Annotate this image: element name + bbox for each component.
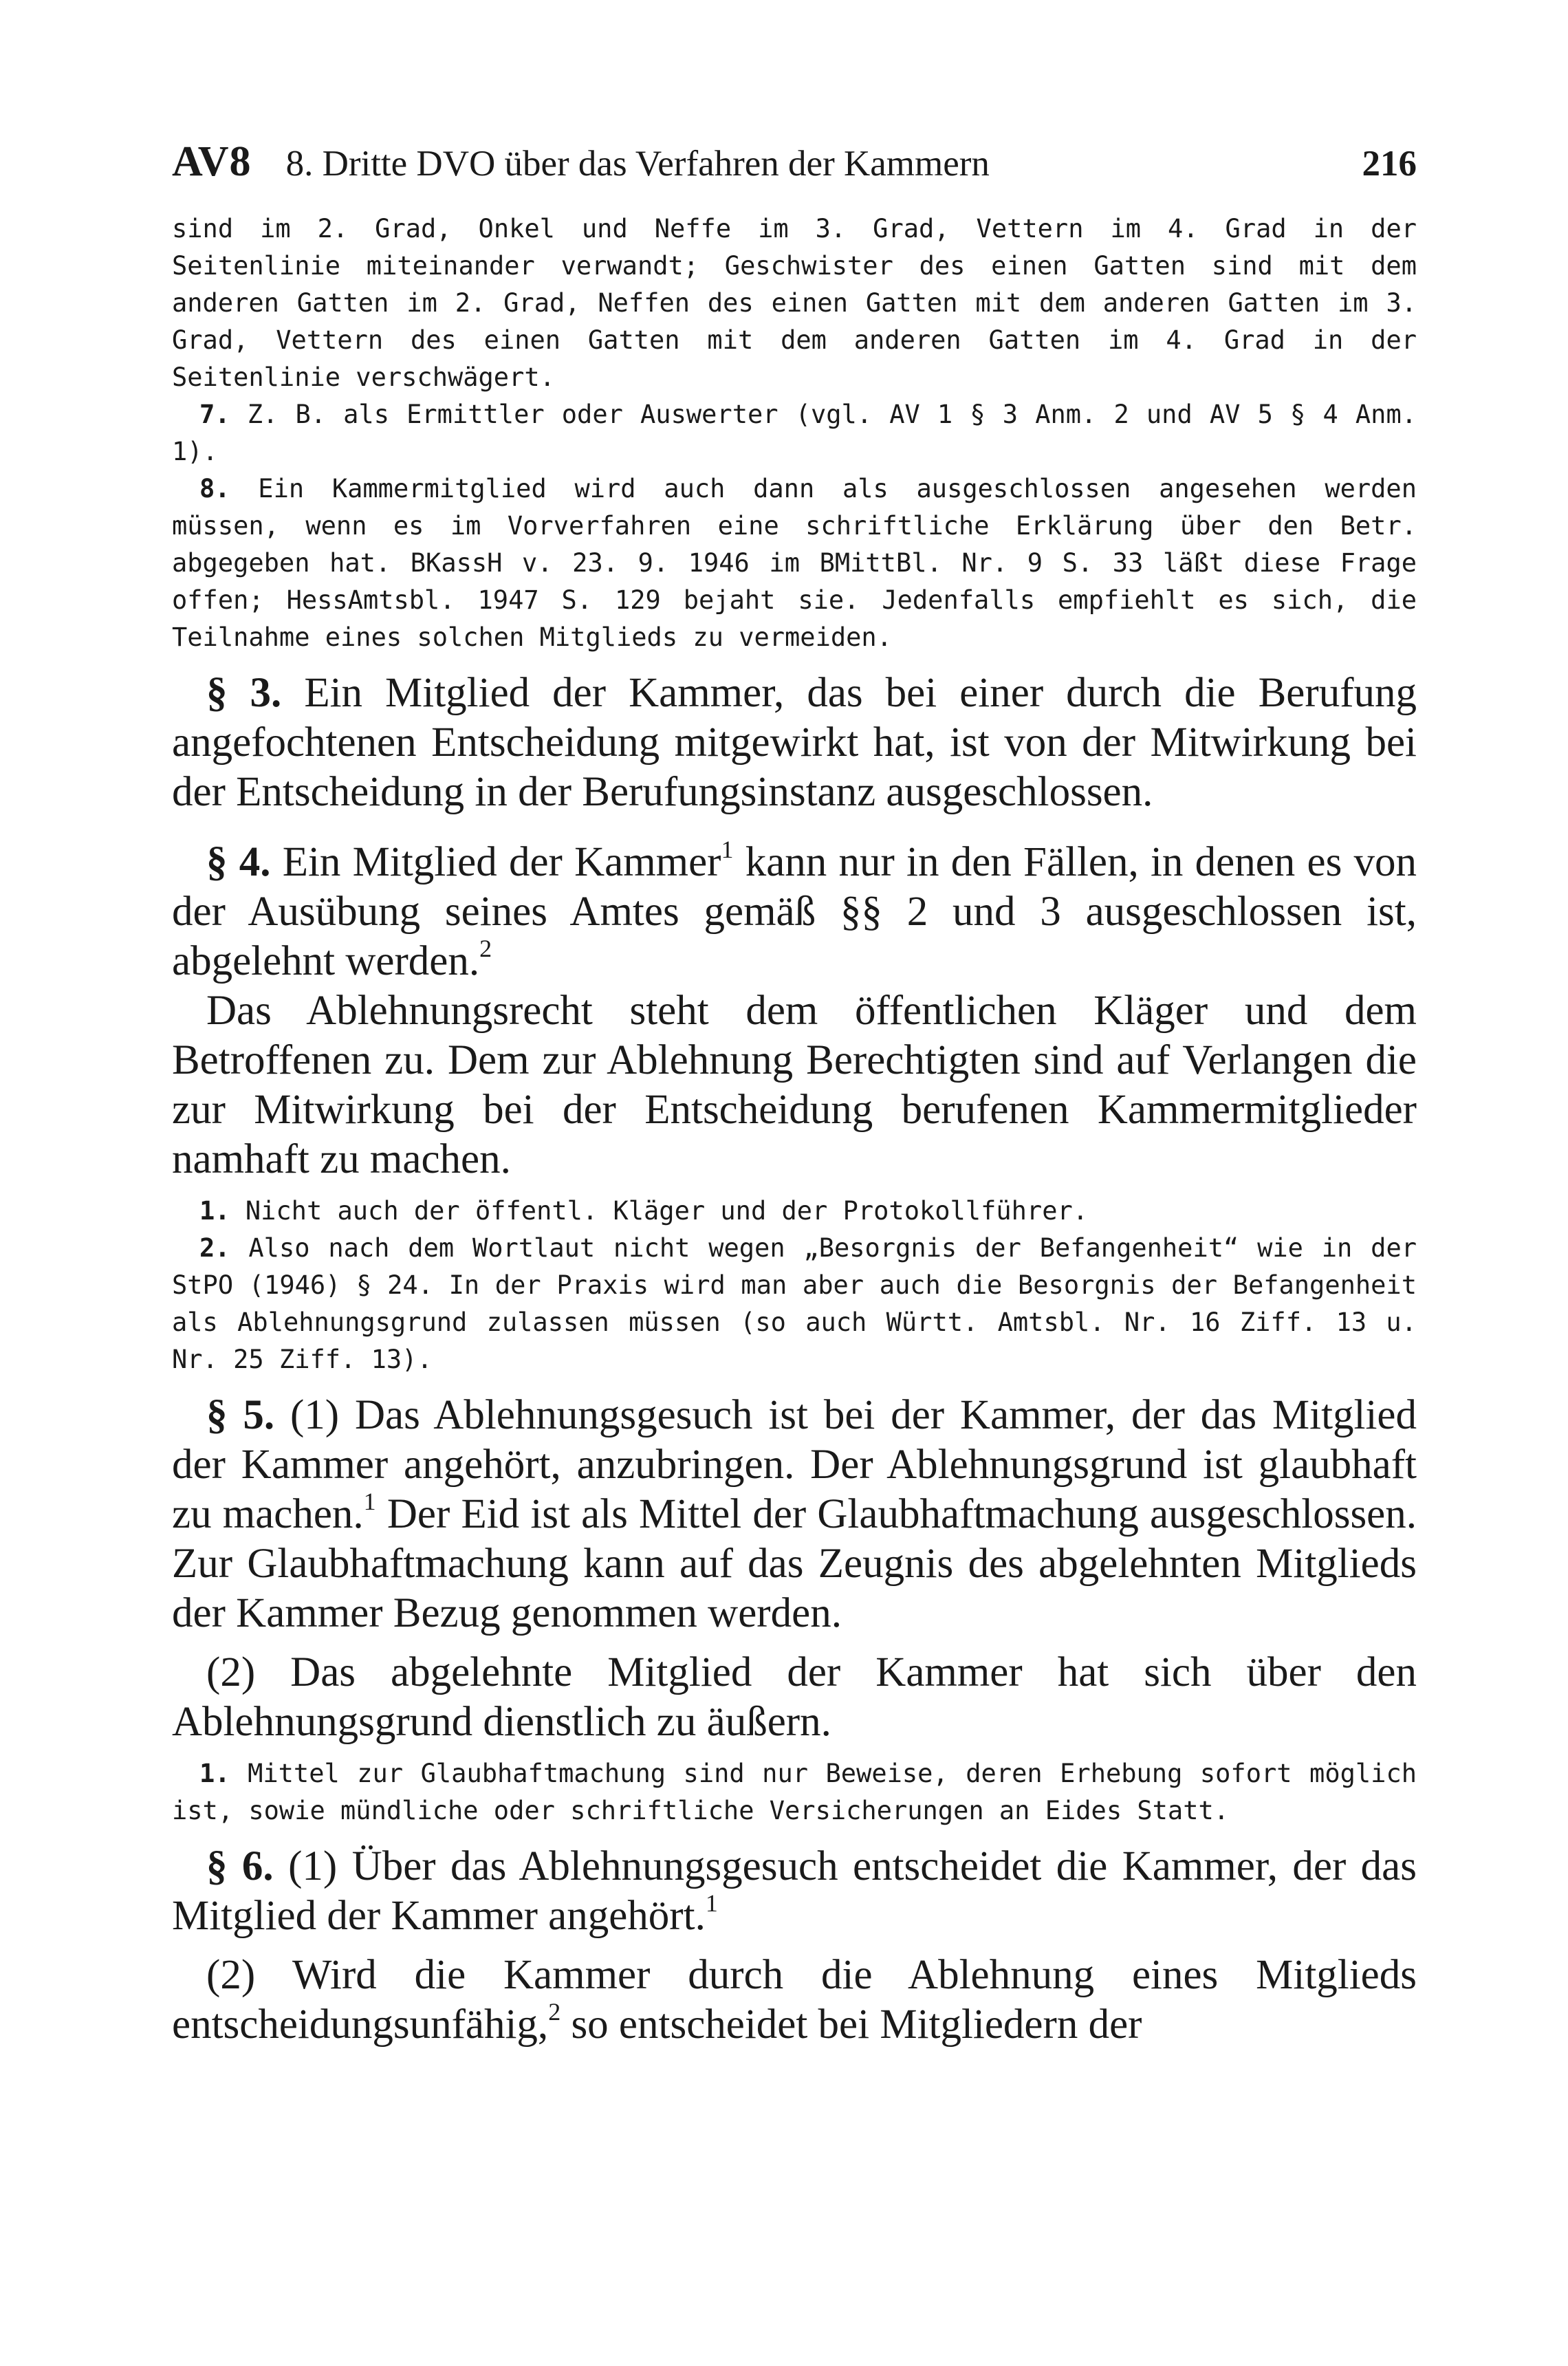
footnote-ref: 1	[721, 836, 734, 863]
page-number: 216	[1362, 144, 1417, 184]
footnote-2: 2. Also nach dem Wortlaut nicht wegen „Besorgnis der Befangenheit“ wie in der StPO (1946) § 24. In der Praxis wird man aber auch die Besorgnis der Befangenheit als Ablehnungsgrund zulassen müssen (so auch Württ. Amtsbl. Nr. 16 Ziff. 13 u. Nr. 25 Ziff. 13).	[172, 1233, 1417, 1374]
section-4-paragraph-2: Das Ablehnungsrecht steht dem öffentlichen Kläger und dem Betroffenen zu. Dem zur Ablehnung Berechtigten sind auf Verlangen die zur Mitwirkung bei der Entscheidung berufenen Kammermitglieder namhaft zu machen.	[172, 988, 1417, 1182]
footnote-1: 1. Nicht auch der öffentl. Kläger und der Protokollführer.	[199, 1196, 1089, 1226]
footnote-ref: 2	[548, 1998, 561, 2026]
footnotes-continued	[172, 210, 1417, 656]
header-title: 8. Dritte DVO über das Verfahren der Kammern	[285, 144, 990, 184]
footnote-7: 7. Z. B. als Ermittler oder Auswerter (vgl. AV 1 § 3 Anm. 2 und AV 5 § 4 Anm. 1).	[172, 400, 1417, 466]
document-page	[172, 138, 1417, 2050]
page-header	[172, 138, 1417, 195]
header-code: AV8	[172, 138, 252, 185]
section-3: § 3. Ein Mitglied der Kammer, das bei einer durch die Berufung angefochtenen Entscheidung mitgewirkt hat, ist von der Mitwirkung bei der Entscheidung in der Berufungsinstanz ausgeschlossen.	[172, 670, 1417, 815]
footnote-8: 8. Ein Kammermitglied wird auch dann als ausgeschlossen angesehen werden müssen, wenn es im Vorverfahren eine schriftliche Erklärung über den Betr. abgegeben hat. BKassH v. 23. 9. 1946 im BMittBl. Nr. 9 S. 33 läßt diese Frage offen; HessAmtsbl. 1947 S. 129 bejaht sie. Jedenfalls empfiehlt es sich, die Teilnahme eines solchen Mitglieds zu vermeiden.	[172, 474, 1417, 652]
footnote-ref: 2	[479, 935, 492, 962]
section-5-paragraph-1: § 5. (1) Das Ablehnungsgesuch ist bei der Kammer, der das Mitglied der Kammer angehört, anzubringen. Der Ablehnungsgrund ist glaubhaft zu machen.$^1$ Der Eid ist als Mittel der Glaubhaftmachung ausgeschlossen. Zur Glaubhaftmachung kann auf das Zeugnis des abgelehnten Mitglieds der Kammer Bezug genommen werden.	[172, 1392, 1417, 1636]
section-4-paragraph-1: § 4. Ein Mitglied der Kammer$^1$ kann nur in den Fällen, in denen es von der Ausübung seines Amtes gemäß §§ 2 und 3 ausgeschlossen ist, abgelehnt werden.$^2$	[172, 836, 1417, 984]
footnote-1: 1. Mittel zur Glaubhaftmachung sind nur Beweise, deren Erhebung sofort möglich ist, sowie mündliche oder schriftliche Versicherungen an Eides Statt.	[172, 1759, 1417, 1825]
footnote-text: sind im 2. Grad, Onkel und Neffe im 3. Grad, Vettern im 4. Grad in der Seitenlinie miteinander verwandt; Geschwister des einen Gatten sind mit dem anderen Gatten im 2. Grad, Neffen des einen Gatten mit dem anderen Gatten im 3. Grad, Vettern des einen Gatten mit dem anderen Gatten im 4. Grad in der Seitenlinie verschwägert.	[172, 214, 1417, 392]
footnote-ref: 1	[705, 1889, 718, 1917]
section-5-footnotes	[172, 1755, 1417, 1830]
footnote-ref: 1	[363, 1488, 376, 1515]
section-6-paragraph-1: § 6. (1) Über das Ablehnungsgesuch entscheidet die Kammer, der das Mitglied der Kammer angehört.$^1$	[172, 1843, 1417, 1939]
section-4-footnotes	[172, 1193, 1417, 1378]
section-5-paragraph-2: (2) Das abgelehnte Mitglied der Kammer hat sich über den Ablehnungsgrund dienstlich zu äußern.	[172, 1649, 1417, 1745]
section-6-paragraph-2: (2) Wird die Kammer durch die Ablehnung eines Mitglieds entscheidungsunfähig,$^2$ so entscheidet bei Mitgliedern der	[172, 1952, 1417, 2048]
